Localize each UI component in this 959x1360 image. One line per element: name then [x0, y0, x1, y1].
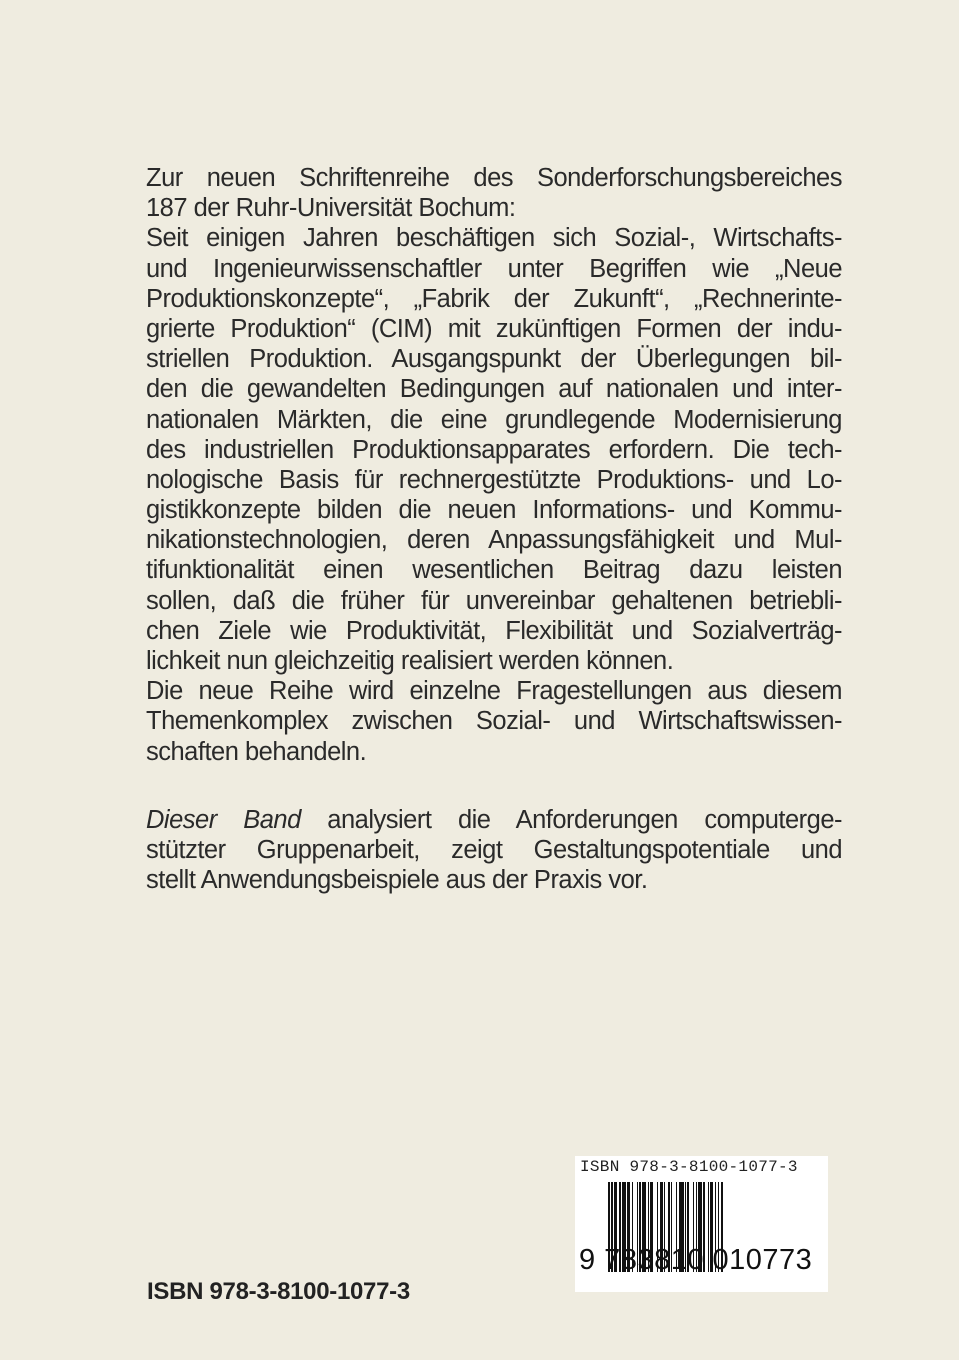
- blurb-line: Seit einigen Jahren beschäftigen sich Sozial-, Wirtschafts-: [146, 224, 842, 253]
- volume-description-line: Dieser Band analysiert die Anforderungen computerge-: [146, 805, 842, 834]
- volume-description-line: stellt Anwendungsbeispiele aus der Praxis vor.: [146, 866, 648, 895]
- blurb-line: sollen, daß die früher für unvereinbar gehaltenen betriebli-: [146, 586, 842, 615]
- blurb-line: Produktionskonzepte“, „Fabrik der Zukunft“, „Rechnerinte-: [146, 284, 842, 313]
- blurb-line: und Ingenieurwissenschaftler unter Begriffen wie „Neue: [146, 254, 842, 283]
- blurb-line: 187 der Ruhr-Universität Bochum:: [146, 194, 516, 223]
- blurb-line: des industriellen Produktionsapparates erfordern. Die tech-: [146, 435, 842, 464]
- blurb-line: nikationstechnologien, deren Anpassungsfähigkeit und Mul-: [146, 526, 842, 555]
- isbn-barcode: [575, 1156, 828, 1292]
- blurb-line: lichkeit nun gleichzeitig realisiert werden können.: [146, 647, 674, 675]
- volume-lead: Dieser Band: [146, 805, 301, 834]
- blurb-line: nationalen Märkten, die eine grundlegende Modernisierung: [146, 405, 842, 434]
- blurb-line: gistikkonzepte bilden die neuen Informations- und Kommu-: [146, 496, 842, 525]
- blurb-line: nologische Basis für rechnergestützte Produktions- und Lo-: [146, 465, 842, 494]
- barcode-isbn-label: ISBN 978-3-8100-1077-3: [580, 1158, 798, 1176]
- blurb-text: [146, 163, 842, 895]
- blurb-line: Themenkomplex zwischen Sozial- und Wirtschaftswissen-: [146, 707, 842, 736]
- blurb-line: grierte Produktion“ (CIM) mit zukünftigen Formen der indu-: [146, 314, 842, 343]
- blurb-line: striellen Produktion. Ausgangspunkt der Überlegungen bil-: [146, 345, 842, 374]
- blurb-line: tifunktionalität einen wesentlichen Beitrag dazu leisten: [146, 556, 842, 585]
- blurb-line: den die gewandelten Bedingungen auf nationalen und inter-: [146, 375, 842, 404]
- isbn-text: ISBN 978-3-8100-1077-3: [147, 1278, 410, 1305]
- blurb-line: Die neue Reihe wird einzelne Fragestellungen aus diesem: [146, 677, 842, 706]
- volume-description-line: stützter Gruppenarbeit, zeigt Gestaltungspotentiale und: [146, 835, 842, 864]
- barcode-digits: 9 783810 010773: [579, 1244, 813, 1276]
- blurb-line: chen Ziele wie Produktivität, Flexibilität und Sozialverträg-: [146, 616, 842, 645]
- blurb-line: schaften behandeln.: [146, 737, 367, 766]
- blurb-line: Zur neuen Schriftenreihe des Sonderforschungsbereiches: [146, 164, 842, 192]
